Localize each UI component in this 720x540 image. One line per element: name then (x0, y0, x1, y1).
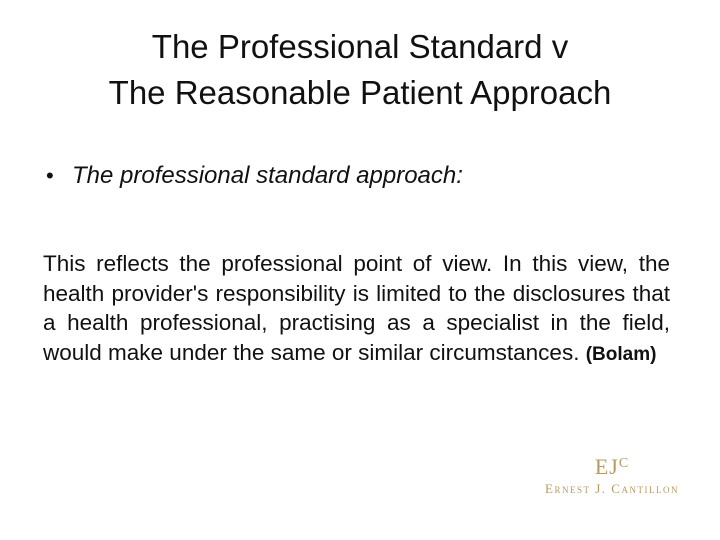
author-logo (512, 451, 712, 503)
citation: (Bolam) (585, 343, 657, 365)
bullet-marker: • (46, 163, 54, 188)
title-line-2: The Reasonable Patient Approach (108, 74, 612, 111)
logo-monogram-sup: C (618, 456, 630, 471)
body-paragraph (43, 249, 670, 369)
bullet-text: The professional standard approach: (72, 162, 463, 189)
logo-monogram (512, 451, 712, 480)
logo-name: Ernest J. Cantillon (545, 481, 679, 496)
title-line-1: The Professional Standard v (151, 28, 569, 65)
body-text: This reflects the professional point of view. In this view, the health provider's responsibility is limited to the disclosures that a health professional, practising as a specialist in the field, would make under the same or similar circumstances. (43, 251, 670, 365)
logo-monogram-main: EJ (594, 454, 619, 479)
bullet-item (46, 160, 686, 192)
slide-title (40, 24, 680, 116)
